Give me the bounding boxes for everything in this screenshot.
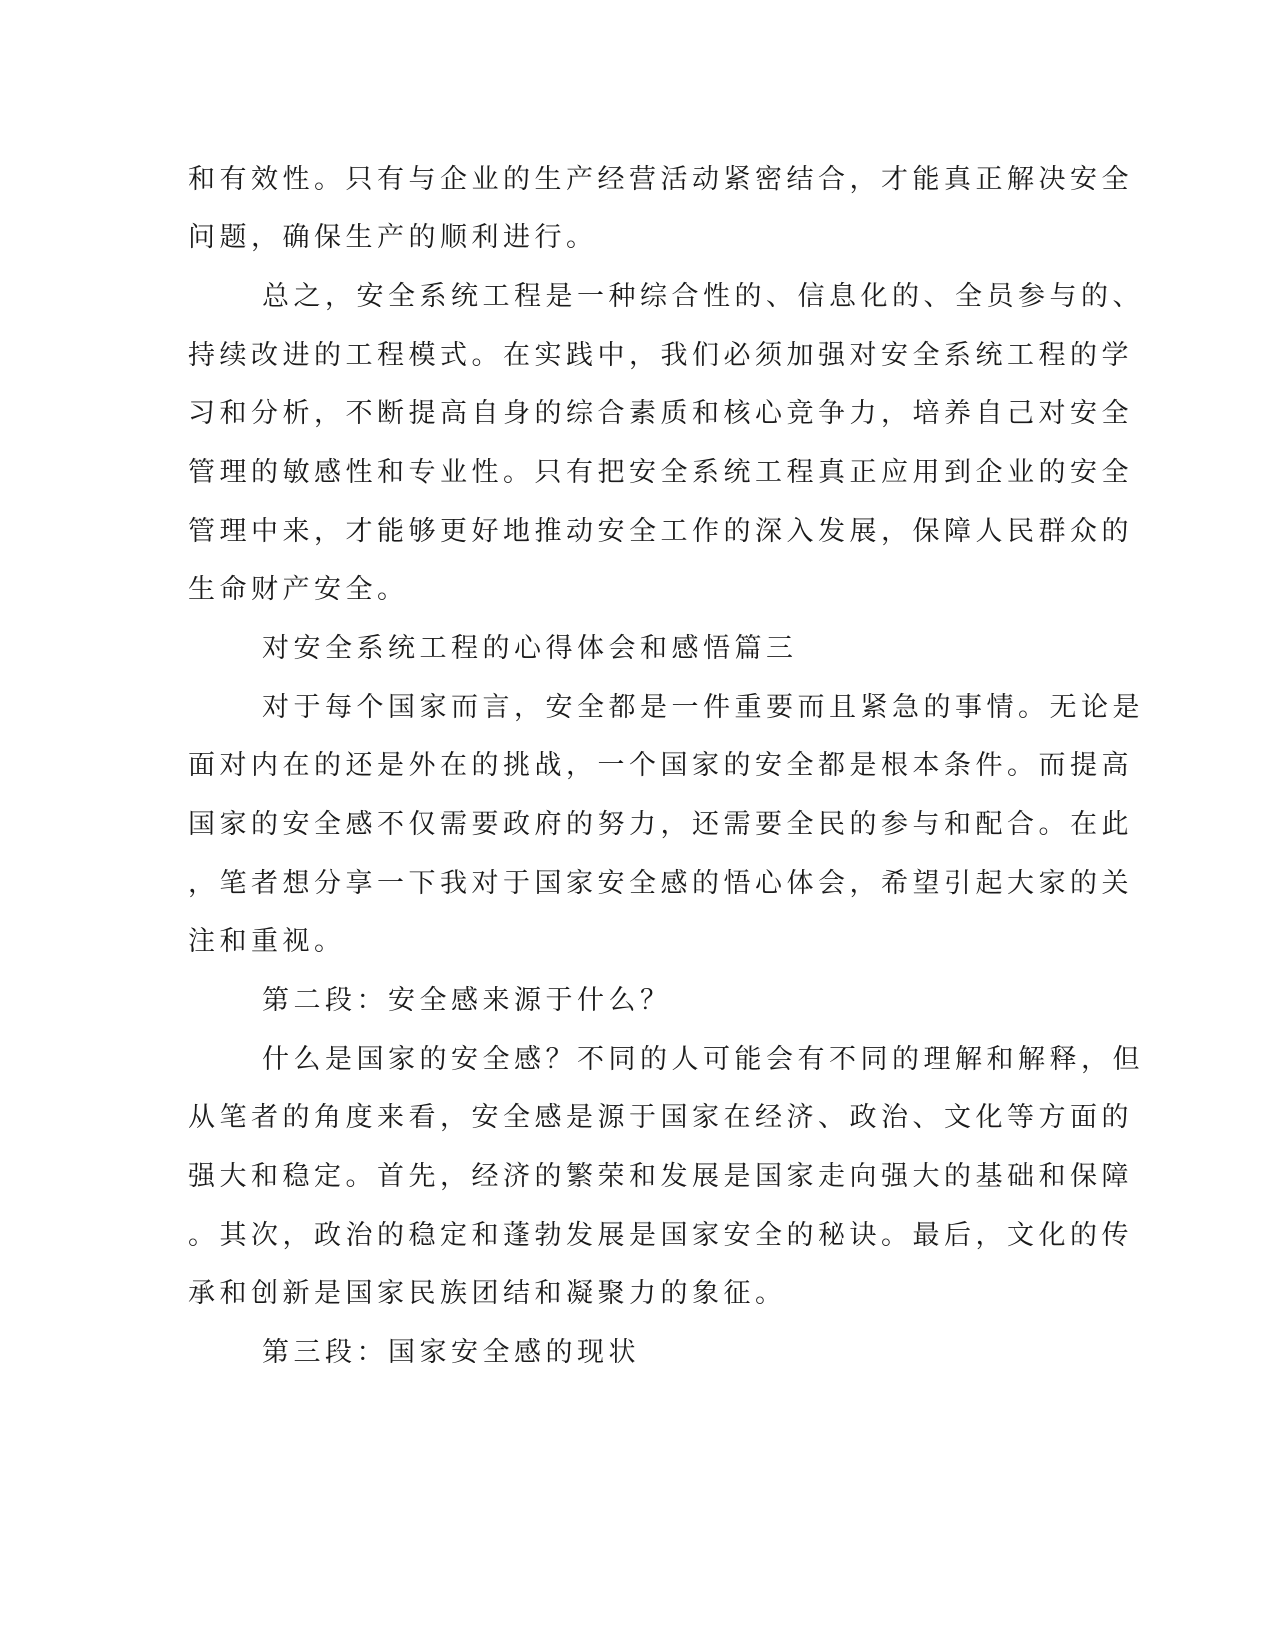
section-heading: 对安全系统工程的心得体会和感悟篇三 xyxy=(262,633,798,664)
text-line: 。其次，政治的稳定和蓬勃发展是国家安全的秘诀。最后，文化的传 xyxy=(188,1220,1133,1251)
text-line: 和有效性。只有与企业的生产经营活动紧密结合，才能真正解决安全 xyxy=(188,164,1133,195)
text-line: ，笔者想分享一下我对于国家安全感的悟心体会，希望引起大家的关 xyxy=(188,868,1133,899)
text-line: 国家的安全感不仅需要政府的努力，还需要全民的参与和配合。在此 xyxy=(188,809,1133,840)
text-line: 问题，确保生产的顺利进行。 xyxy=(188,222,598,253)
section-heading: 第三段：国家安全感的现状 xyxy=(262,1337,640,1368)
text-line: 管理的敏感性和专业性。只有把安全系统工程真正应用到企业的安全 xyxy=(188,457,1133,488)
paragraph-start: 总之，安全系统工程是一种综合性的、信息化的、全员参与的、 xyxy=(262,281,1144,312)
text-line: 管理中来，才能够更好地推动安全工作的深入发展，保障人民群众的 xyxy=(188,516,1133,547)
paragraph-start: 对于每个国家而言，安全都是一件重要而且紧急的事情。无论是 xyxy=(262,692,1144,723)
text-line: 习和分析，不断提高自身的综合素质和核心竞争力，培养自己对安全 xyxy=(188,398,1133,429)
text-line: 强大和稳定。首先，经济的繁荣和发展是国家走向强大的基础和保障 xyxy=(188,1161,1133,1192)
text-line: 生命财产安全。 xyxy=(188,574,409,605)
section-heading: 第二段：安全感来源于什么？ xyxy=(262,985,672,1016)
text-line: 注和重视。 xyxy=(188,926,346,957)
paragraph-start: 什么是国家的安全感？不同的人可能会有不同的理解和解释，但 xyxy=(262,1044,1144,1075)
text-line: 面对内在的还是外在的挑战，一个国家的安全都是根本条件。而提高 xyxy=(188,750,1133,781)
text-line: 承和创新是国家民族团结和凝聚力的象征。 xyxy=(188,1278,787,1309)
text-line: 持续改进的工程模式。在实践中，我们必须加强对安全系统工程的学 xyxy=(188,340,1133,371)
text-line: 从笔者的角度来看，安全感是源于国家在经济、政治、文化等方面的 xyxy=(188,1102,1133,1133)
